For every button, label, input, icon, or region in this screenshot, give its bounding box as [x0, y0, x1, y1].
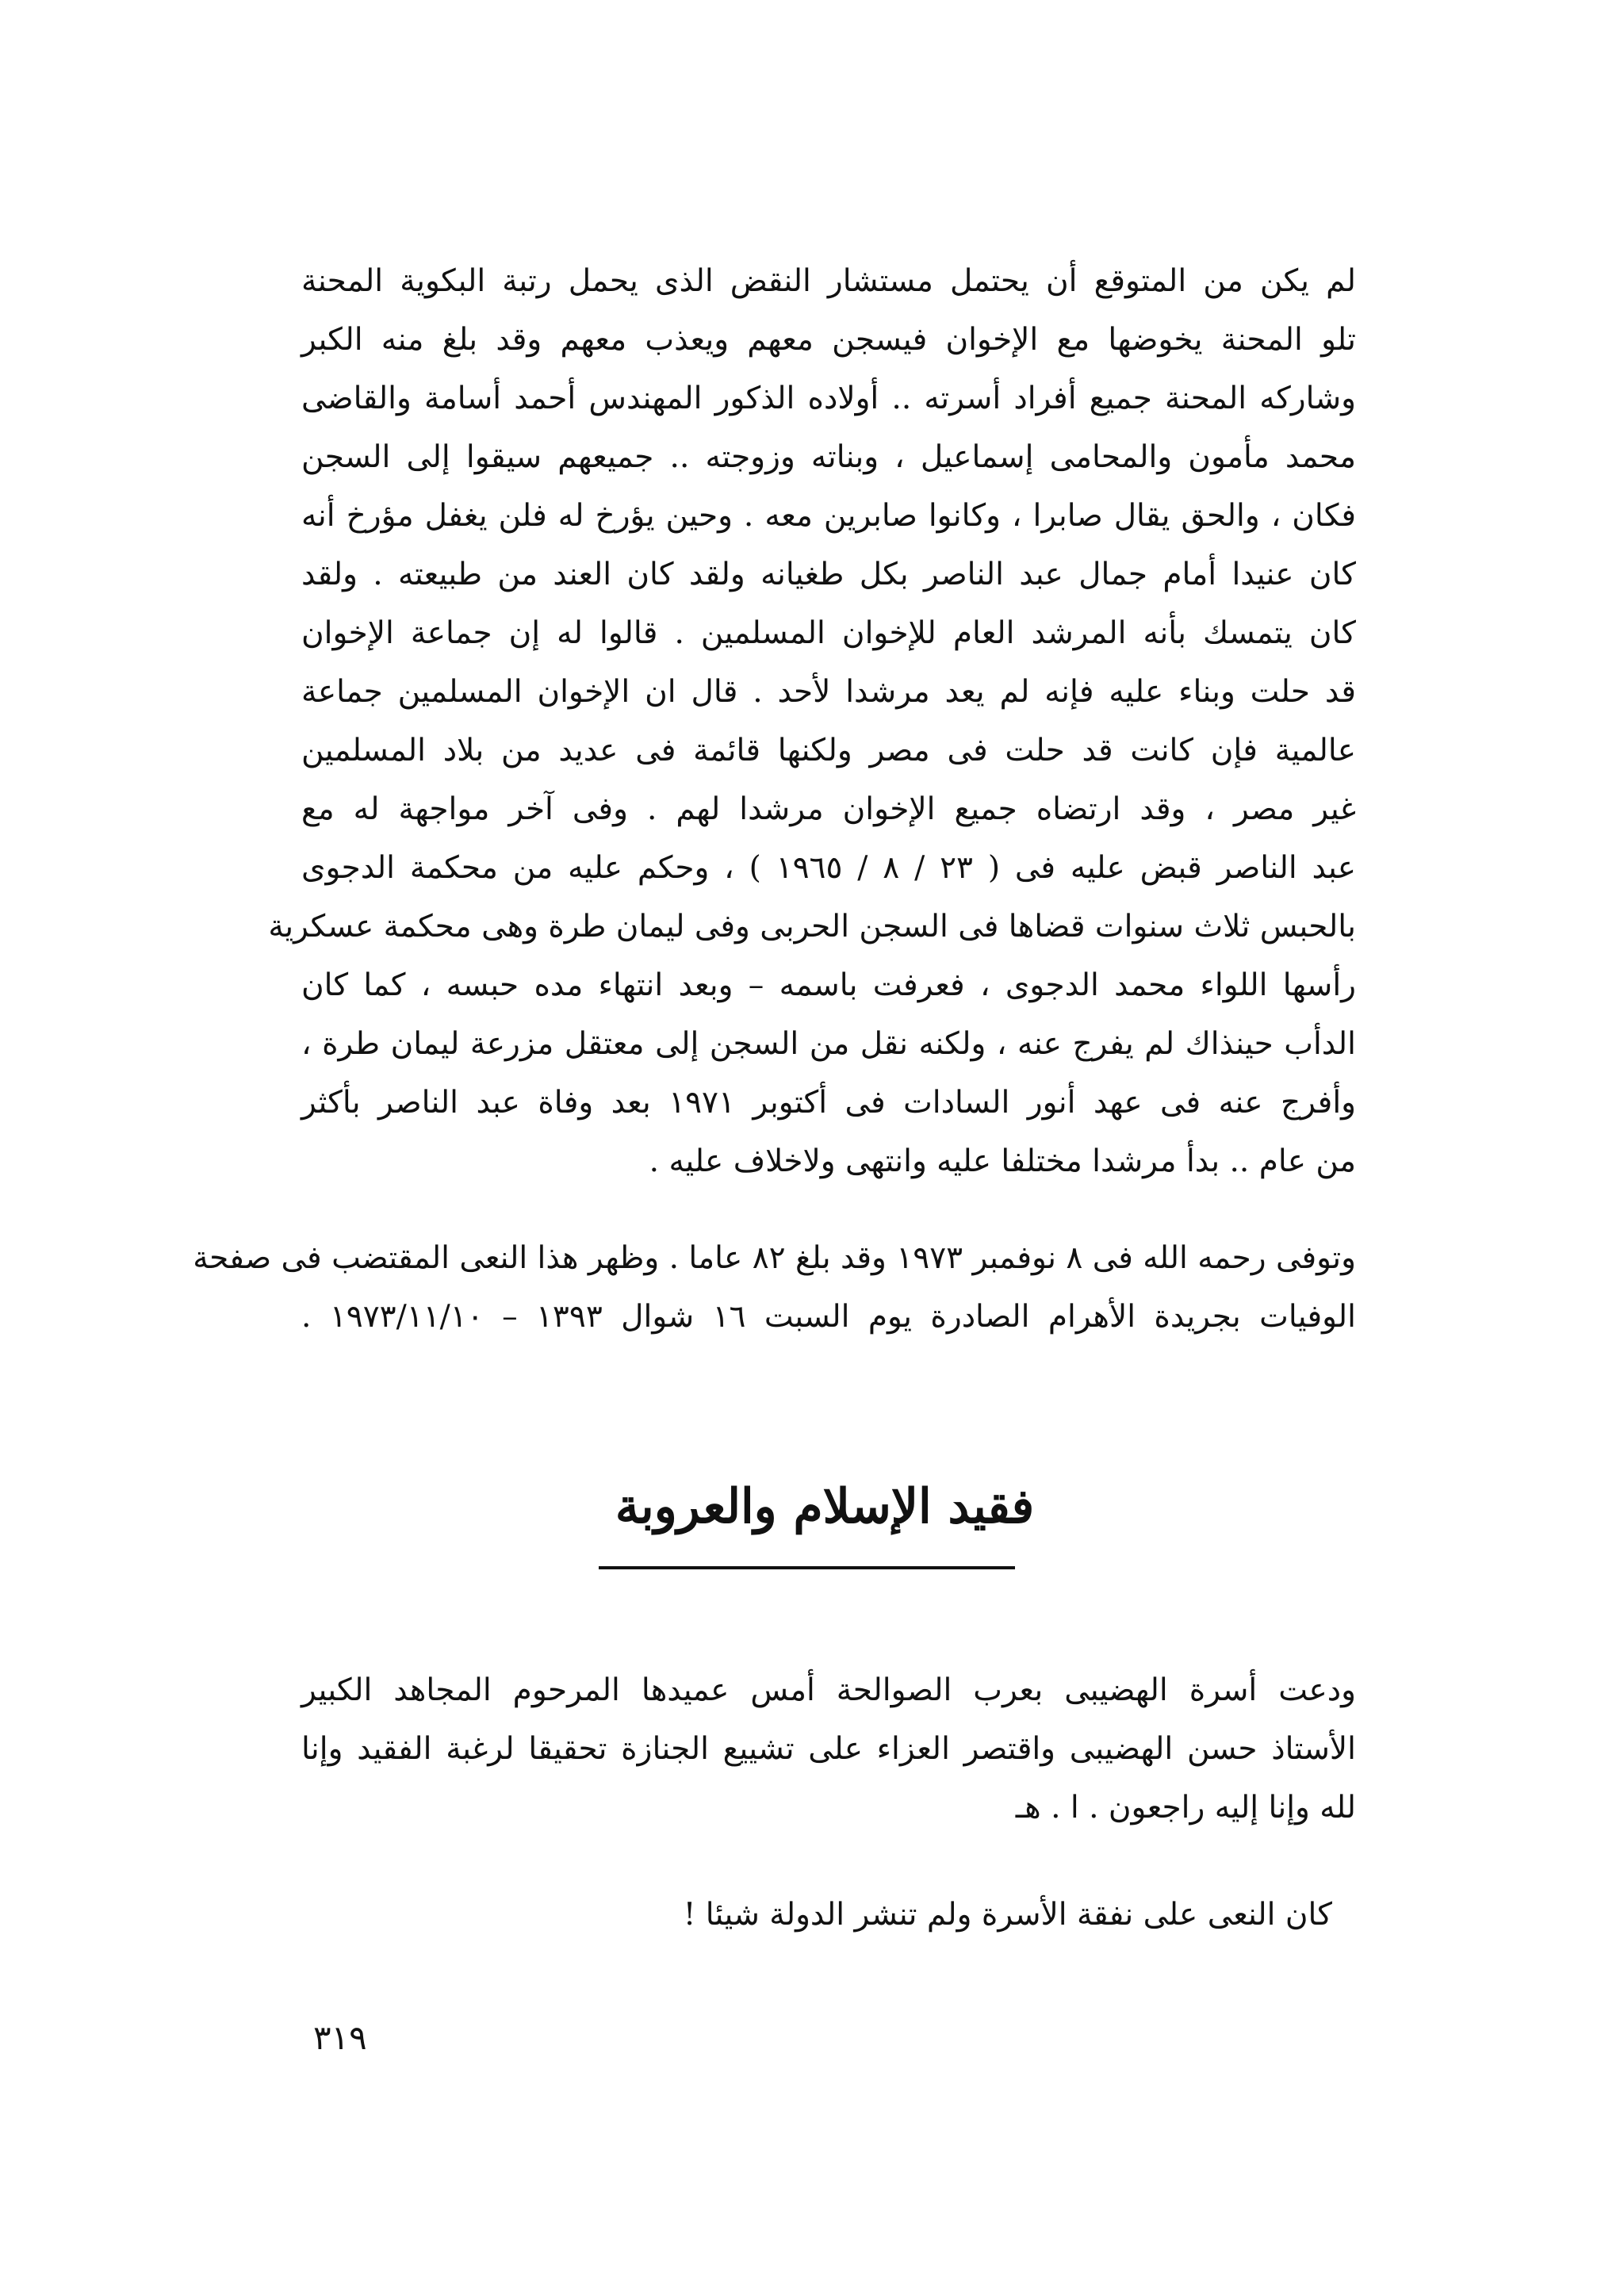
text-line: غير مصر ، وقد ارتضاه جميع الإخوان مرشدا لهم . وفى آخر مواجهة له مع: [301, 791, 1356, 827]
text-line: الأستاذ حسن الهضيبى واقتصر العزاء على تشييع الجنازة تحقيقا لرغبة الفقيد وإنا: [301, 1731, 1356, 1767]
text-line: عالمية فإن كانت قد حلت فى مصر ولكنها قائمة فى عديد من بلاد المسلمين: [301, 733, 1356, 768]
text-line: كان النعى على نفقة الأسرة ولم تنشر الدولة شيئا !: [683, 1897, 1332, 1933]
paragraph-closing-remark: [301, 1886, 1332, 1944]
text-line: كان عنيدا أمام جمال عبد الناصر بكل طغيانه ولقد كان العند من طبيعته . ولقد: [301, 557, 1356, 592]
text-line: وشاركه المحنة جميع أفراد أسرته .. أولاده الذكور المهندس أحمد أسامة والقاضى: [301, 381, 1356, 416]
text-line: قد حلت وبناء عليه فإنه لم يعد مرشدا لأحد . قال ان الإخوان المسلمين جماعة: [301, 674, 1356, 710]
text-line: عبد الناصر قبض عليه فى ( ٢٣ / ٨ / ١٩٦٥ ) ، وحكم عليه من محكمة الدجوى: [301, 850, 1357, 886]
page-number: ٣١٩: [313, 2018, 367, 2057]
text-line: فكان ، والحق يقال صابرا ، وكانوا صابرين معه . وحين يؤرخ له فلن يغفل مؤرخ أنه: [301, 498, 1356, 534]
text-line: تلو المحنة يخوضها مع الإخوان فيسجن معهم ويعذب معهم وقد بلغ منه الكبر: [301, 322, 1356, 358]
text-line: وأفرج عنه فى عهد أنور السادات فى أكتوبر ١٩٧١ بعد وفاة عبد الناصر بأكثر: [301, 1085, 1356, 1121]
paragraph-death-notice: [193, 1229, 1357, 1347]
paragraph-biography: [268, 252, 1357, 1191]
text-line: بالحبس ثلاث سنوات قضاها فى السجن الحربى وفى ليمان طرة وهى محكمة عسكرية: [268, 909, 1356, 944]
text-line: وتوفى رحمه الله فى ٨ نوفمبر ١٩٧٣ وقد بلغ ٨٢ عاما . وظهر هذا النعى المقتضب فى صفحة: [193, 1240, 1356, 1276]
text-line: محمد مأمون والمحامى إسماعيل ، وبناته وزوجته .. جميعهم سيقوا إلى السجن: [301, 439, 1356, 475]
text-line: الوفيات بجريدة الأهرام الصادرة يوم السبت ١٦ شوال ١٣٩٣ – ١٩٧٣/١١/١٠ .: [301, 1299, 1357, 1335]
text-line: لله وإنا إليه راجعون . ا . هـ: [1015, 1790, 1356, 1826]
text-line: لم يكن من المتوقع أن يحتمل مستشار النقض الذى يحمل رتبة البكوية المحنة: [301, 263, 1356, 299]
text-line: من عام .. بدأ مرشدا مختلفا عليه وانتهى ولاخلاف عليه .: [649, 1144, 1356, 1179]
heading-underline: [599, 1566, 1015, 1569]
text-line: كان يتمسك بأنه المرشد العام للإخوان المسلمين . قالوا له إن جماعة الإخوان: [301, 615, 1356, 651]
text-line: ودعت أسرة الهضيبى بعرب الصوالحة أمس عميدها المرحوم المجاهد الكبير: [301, 1672, 1356, 1708]
paragraph-obituary: [301, 1661, 1356, 1837]
obituary-heading: فقيد الإسلام والعروبة: [615, 1479, 1035, 1534]
text-line: رأسها اللواء محمد الدجوى ، فعرفت باسمه – وبعد انتهاء مده حبسه ، كما كان: [301, 967, 1356, 1003]
text-line: الدأب حينذاك لم يفرج عنه ، ولكنه نقل من السجن إلى معتقل مزرعة ليمان طرة ،: [301, 1026, 1356, 1062]
